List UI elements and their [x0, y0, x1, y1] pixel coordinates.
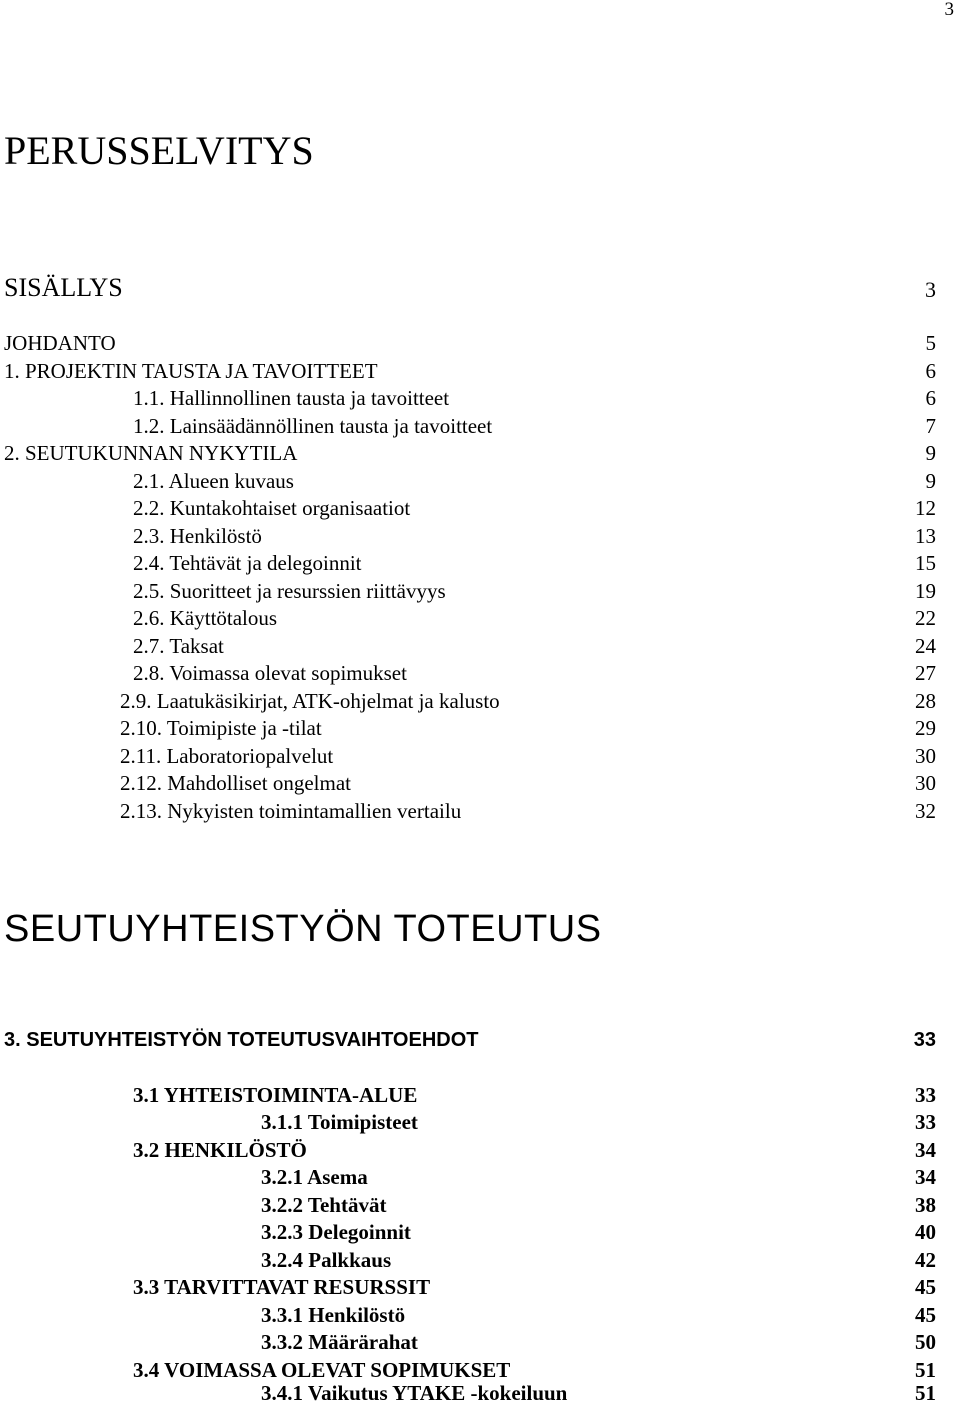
toc-entry-label: 2.10. Toimipiste ja -tilat [120, 716, 322, 740]
toc-entry-page: 51 [915, 1358, 936, 1382]
toc-entry-page: 30 [915, 771, 936, 795]
toc-entry-page: 34 [915, 1138, 936, 1162]
toc-heading-row [0, 272, 960, 304]
section-title-perusselvitys: PERUSSELVITYS [4, 128, 314, 173]
toc-entry[interactable] [0, 440, 960, 467]
toc-entry-label: 2.5. Suoritteet ja resurssien riittävyys [133, 579, 446, 603]
toc-entry[interactable] [0, 550, 960, 577]
toc-entry-label: 1. PROJEKTIN TAUSTA JA TAVOITTEET [4, 359, 378, 383]
toc-entry[interactable] [0, 413, 960, 440]
toc-entry-page: 40 [915, 1220, 936, 1244]
toc-entry-label: 2.11. Laboratoriopalvelut [120, 744, 334, 768]
toc-entry-label: 3.3.2 Määrärahat [261, 1330, 418, 1354]
toc-entry-label: 3.1.1 Toimipisteet [261, 1110, 418, 1134]
toc-heading-page: 3 [925, 277, 936, 302]
toc-entry[interactable] [0, 1164, 960, 1191]
toc-entry-label: 2.12. Mahdolliset ongelmat [120, 771, 351, 795]
toc-entry-page: 6 [925, 359, 936, 383]
toc-entry[interactable] [0, 1082, 960, 1109]
toc-entry-page: 30 [915, 744, 936, 768]
toc-entry[interactable] [0, 523, 960, 550]
toc-entry-page: 22 [915, 606, 936, 630]
toc-entry[interactable] [0, 358, 960, 385]
toc-entry-page: 9 [925, 441, 936, 465]
toc-entry-label: 2.4. Tehtävät ja delegoinnit [133, 551, 362, 575]
toc-entry-label: 2.6. Käyttötalous [133, 606, 278, 630]
toc-entry[interactable] [0, 1380, 960, 1407]
toc-entry[interactable] [0, 633, 960, 660]
toc-entry-page: 38 [915, 1193, 936, 1217]
toc-entry-page: 7 [925, 414, 936, 438]
toc-entry[interactable] [0, 1302, 960, 1329]
toc-entry[interactable] [0, 660, 960, 687]
toc-entry-label: 3.4.1 Vaikutus YTAKE -kokeiluun [261, 1381, 568, 1405]
toc-entry[interactable] [0, 605, 960, 632]
toc-entry-label: 2.3. Henkilöstö [133, 524, 262, 548]
toc-entry[interactable] [0, 743, 960, 770]
toc-entry-page: 33 [913, 1029, 936, 1051]
toc-entry-page: 15 [915, 551, 936, 575]
toc-entry-page: 51 [915, 1381, 936, 1405]
toc-entry-label: 3.2.4 Palkkaus [261, 1248, 392, 1272]
toc-entry-page: 12 [915, 496, 936, 520]
toc-entry[interactable] [0, 715, 960, 742]
toc-entry-page: 29 [915, 716, 936, 740]
toc-entry[interactable] [0, 1247, 960, 1274]
toc-entry-page: 13 [915, 524, 936, 548]
toc-entry-label: 1.1. Hallinnollinen tausta ja tavoitteet [133, 386, 450, 410]
toc-entry-label: 2.8. Voimassa olevat sopimukset [133, 661, 407, 685]
toc-entry[interactable] [0, 330, 960, 357]
toc-entry-label: 3.2 HENKILÖSTÖ [133, 1138, 307, 1162]
toc-entry-label: 3.2.3 Delegoinnit [261, 1220, 411, 1244]
toc-entry-label: 1.2. Lainsäädännöllinen tausta ja tavoitteet [133, 414, 493, 438]
toc-entry-label: 2. SEUTUKUNNAN NYKYTILA [4, 441, 298, 465]
section-title-seutuyhteistyon-toteutus: SEUTUYHTEISTYÖN TOTEUTUS [4, 908, 602, 950]
page-number: 3 [944, 0, 954, 20]
toc-entry-label: 2.9. Laatukäsikirjat, ATK-ohjelmat ja kalusto [120, 689, 500, 713]
toc-entry-label: 2.7. Taksat [133, 634, 224, 658]
toc-entry-page: 45 [915, 1303, 936, 1327]
toc-entry-page: 45 [915, 1275, 936, 1299]
toc-entry-page: 34 [915, 1165, 936, 1189]
toc-entry-page: 33 [915, 1110, 936, 1134]
toc-entry[interactable] [0, 1137, 960, 1164]
toc-entry-page: 5 [925, 331, 936, 355]
toc-entry-page: 24 [915, 634, 936, 658]
toc-entry-label: 3.1 YHTEISTOIMINTA-ALUE [133, 1083, 418, 1107]
toc-entry-page: 19 [915, 579, 936, 603]
toc-entry[interactable] [0, 1219, 960, 1246]
toc-entry-label: 3.2.1 Asema [261, 1165, 368, 1189]
toc-entry-page: 9 [925, 469, 936, 493]
toc-entry-label: 3.4 VOIMASSA OLEVAT SOPIMUKSET [133, 1358, 511, 1382]
toc-entry[interactable] [0, 770, 960, 797]
toc-heading-label: SISÄLLYS [4, 273, 123, 302]
toc-entry-label: 3. SEUTUYHTEISTYÖN TOTEUTUSVAIHTOEHDOT [4, 1029, 479, 1051]
toc-entry-page: 6 [925, 386, 936, 410]
toc-entry[interactable] [0, 1329, 960, 1356]
toc-entry-page: 27 [915, 661, 936, 685]
toc-entry-label: 2.1. Alueen kuvaus [133, 469, 294, 493]
toc-entry-page: 32 [915, 799, 936, 823]
toc-entry[interactable] [0, 688, 960, 715]
toc-entry-page: 28 [915, 689, 936, 713]
toc-entry[interactable] [0, 1109, 960, 1136]
toc-entry[interactable] [0, 495, 960, 522]
toc-entry[interactable] [0, 1192, 960, 1219]
toc-entry[interactable] [0, 385, 960, 412]
toc-entry-label: 3.3.1 Henkilöstö [261, 1303, 406, 1327]
toc-entry[interactable] [0, 468, 960, 495]
toc-entry-label: 2.13. Nykyisten toimintamallien vertailu [120, 799, 462, 823]
toc-entry[interactable] [0, 798, 960, 825]
toc-entry-label: JOHDANTO [4, 331, 116, 355]
toc-entry-page: 42 [915, 1248, 936, 1272]
toc-entry-label: 3.2.2 Tehtävät [261, 1193, 387, 1217]
toc-entry-page: 50 [915, 1330, 936, 1354]
toc-entry-label: 3.3 TARVITTAVAT RESURSSIT [133, 1275, 431, 1299]
toc-entry[interactable] [0, 578, 960, 605]
toc-entry-page: 33 [915, 1083, 936, 1107]
toc-entry-label: 2.2. Kuntakohtaiset organisaatiot [133, 496, 411, 520]
toc-entry[interactable] [0, 1027, 960, 1054]
toc-entry[interactable] [0, 1274, 960, 1301]
